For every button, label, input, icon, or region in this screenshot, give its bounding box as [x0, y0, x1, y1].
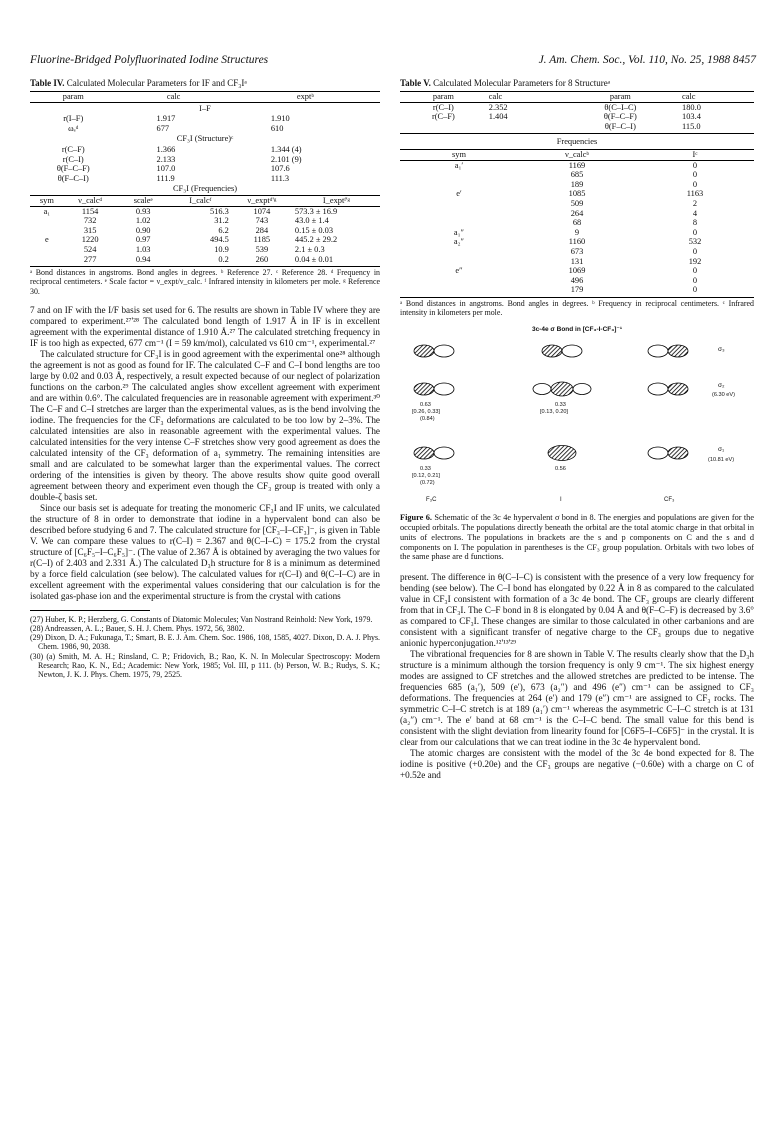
table-row	[30, 245, 380, 255]
table4-section-freq: CF₃I (Frequencies)	[172, 184, 238, 194]
table-cell: 0	[692, 266, 698, 276]
table-cell: 2.133	[156, 154, 176, 164]
table-row	[400, 276, 754, 286]
table-head-cell: ν_calcᵈ	[64, 195, 117, 206]
table-cell: 6.2	[218, 225, 229, 235]
sigma2-orbital-right	[648, 383, 688, 395]
table-cell: θ(C–I–C)	[604, 102, 637, 112]
table-cell: 4	[692, 208, 698, 218]
figure6	[400, 325, 754, 513]
sigma2-pop-total-center: 0.33	[555, 402, 566, 409]
table-row	[400, 228, 754, 238]
table-cell: θ(F–C–F)	[56, 164, 90, 174]
table-row	[30, 114, 380, 124]
table-row	[30, 164, 380, 174]
table-cell	[400, 199, 518, 209]
right-paragraph: The vibrational frequencies for 8 are shown in Table V. The results clearly show that the D₃h structure is a minimum although the torsion frequency is only 9 cm⁻¹. The six highest energy modes are assigned to CF stretches and the allowed stretches are predicted to be intense. The frequencies 685 (a₁′), 509 (e′), 673 (a₂″) and 496 (e″) cm⁻¹ can be assigned to CF₃ deformations. The frequencies at 264 (e′) and 179 (e″) cm⁻¹ are assigned to CF₃ rocks. The symmetric C–I–C stretch is at 189 (a₁′) cm⁻¹ whereas the asymmetric C–I–C stretch is at 131 (a₂″) cm⁻¹. The e′ band at 68 cm⁻¹ is the C–I–C bend. The small value for this bend is consistent with the slight deviation from linearity found for [C6F5–I–C6F5]⁻ in the crystal. It is clear from our calculations that we can treat iodine in the 3c 4e hypervalent bond.	[400, 649, 754, 748]
table-cell: a₁″	[453, 227, 465, 237]
table-row	[30, 216, 380, 226]
table-cell	[487, 122, 561, 132]
table-cell	[400, 276, 518, 286]
table-cell: 1.344 (4)	[270, 144, 302, 154]
table-cell: 1163	[686, 189, 704, 199]
table-head-cell: ν_calcᵇ	[518, 149, 636, 160]
table-cell: 1185	[253, 235, 271, 245]
running-header-left: Fluorine-Bridged Polyfluorinated Iodine Structures	[30, 54, 269, 66]
table-cell: 524	[83, 244, 97, 254]
left-paragraph: 7 and on IF with the I/F basis set used for 6. The results are shown in Table IV where they are compared to experiment.²⁷'²⁸ The calculated bond length of 1.917 Å in IF is in excellent agreement with the experimental distance of 1.910 Å.²⁷ The calculated stretching frequency in IF is too high as expected, 677 cm⁻¹ (I = 59 km/mol), calculated vs 610 cm⁻¹, experimental.²⁷	[30, 304, 380, 348]
table-cell: 732	[83, 216, 97, 226]
table-cell: 2.352	[488, 102, 508, 112]
references	[30, 615, 380, 679]
table-cell: θ(F–C–I)	[604, 121, 636, 131]
table-cell: 532	[688, 237, 702, 247]
table-cell: 8	[692, 218, 698, 228]
table-cell	[400, 180, 518, 190]
sigma3-orbital-center	[542, 345, 582, 357]
table4-caption-text: Calculated Molecular Parameters for IF and CF₃Iᵃ	[66, 78, 247, 88]
table-head-cell: param	[400, 92, 487, 103]
table-head-cell: exptᵇ	[231, 92, 380, 103]
table-cell: 2.101 (9)	[270, 154, 302, 164]
table-cell: 0.94	[135, 254, 151, 264]
left-column	[30, 78, 380, 679]
table5-head-row	[400, 92, 754, 103]
table-cell: a₁′	[454, 160, 464, 170]
table-cell: e′	[456, 189, 462, 199]
table-head-cell: scaleᵉ	[117, 195, 170, 206]
table4-head-row	[30, 92, 380, 103]
table-head-cell: param	[30, 92, 117, 103]
table-cell: 284	[255, 225, 269, 235]
table-cell: e″	[455, 266, 463, 276]
table-cell	[400, 170, 518, 180]
table-row	[400, 112, 754, 122]
table-cell	[400, 209, 518, 219]
table-cell: 10.9	[214, 244, 229, 254]
table-cell: e	[45, 235, 49, 245]
table-row	[30, 124, 380, 134]
table-cell: 107.0	[156, 164, 176, 174]
table-row	[400, 237, 754, 247]
table-row	[400, 257, 754, 267]
table-cell	[30, 216, 64, 226]
table-cell: 0.2	[218, 254, 229, 264]
table-cell: 111.3	[270, 173, 290, 183]
table-row	[30, 155, 380, 165]
table-row	[400, 285, 754, 295]
table-cell: 0	[692, 246, 698, 256]
table5-caption-text: Calculated Molecular Parameters for 8 Structureᵃ	[433, 78, 611, 88]
table-cell: 1154	[81, 206, 99, 216]
table-head-cell: sym	[30, 195, 64, 206]
table4-notes: ᵃ Bond distances in angstroms. Bond angles in degrees. ᵇ Reference 27. ᶜ Reference 28. ᵈ Frequency in reciprocal centimeters. ᵉ Scale factor = ν_expt/ν_calc. ᶠ Infrared intensity in kilometers per mole. ᵍ Reference 30.	[30, 268, 380, 296]
table-cell: 1160	[568, 237, 586, 247]
table-head-cell: I_exptᶠ'ᵍ	[293, 195, 380, 206]
table4-caption-label: Table IV.	[30, 78, 65, 88]
table-cell: θ(F–C–I)	[57, 173, 89, 183]
table-cell: 264	[570, 208, 584, 218]
figure6-caption	[400, 513, 754, 562]
table-cell: 0	[692, 160, 698, 170]
table-cell: 0.04 ± 0.01	[294, 254, 334, 264]
table-cell: 0	[692, 170, 698, 180]
sigma3-orbital-left	[414, 345, 454, 357]
figure6-title: 3c-4e σ Bond in [CF₃-I-CF₃]⁻¹	[531, 326, 623, 334]
table-row	[400, 209, 754, 219]
table-row	[400, 122, 754, 132]
right-column	[400, 78, 754, 781]
sigma3-label: σ₃	[718, 346, 725, 354]
table5-caption-label: Table V.	[400, 78, 431, 88]
table-cell: 9	[574, 227, 580, 237]
table-cell: 673	[570, 246, 584, 256]
figure6-caption-text: Schematic of the 3c 4e hypervalent σ bond in 8. The energies and populations are given for the occupied orbitals. The populations directly beneath the orbital are the total atomic charge in that orbital in units of electrons. The populations in brackets are the s and p components on C and the s and d components on I. The population in parentheses is the CF₃ group population. Orbitals with two lobes of the same phase are d functions.	[400, 513, 755, 562]
table-cell	[400, 218, 518, 228]
left-paragraph: The calculated structure for CF₃I is in good agreement with the experimental one²⁸ although the agreement is not as good as found for IF. The calculated C–F and C–I bond lengths are too large by 0.02 and 0.03 Å, respectively, a result expected because of our neglect of polarization functions on the carbon.²⁹ The calculated angles show excellent agreement with experiment and are within 0.6°. The calculated frequencies are in reasonable agreement with experiment.³⁰ The C–F and C–I stretches are larger than the experimental values, as is the bend involving the iodine. The frequencies for the CF₃ deformations are calculated to be too low by 2–3%. The calculated intensities are also in reasonable agreement with the experimental values. The calculated intensities for the very intense C–F stretches show very good agreement as does the calculated intensity of the CF₃ deformation of a₁ symmetry. The remaining intensities are small and are calculated to be somewhat larger than the experimental values. The correct ordering of the intensities is given by theory. The above results show quite good overall agreement between theory and experiment even though the CF₃ group is treated with only a double-ζ basis set.	[30, 348, 380, 502]
table-cell: 68	[572, 218, 582, 228]
table-cell	[30, 226, 64, 236]
table-cell	[400, 285, 518, 295]
sigma2-pop-components-center: [0.13, 0.20]	[540, 409, 568, 416]
table-cell: 0	[692, 275, 698, 285]
label-iodine: I	[560, 497, 562, 504]
table-row	[30, 206, 380, 216]
table5-caption	[400, 78, 754, 89]
table-cell: 1220	[81, 235, 99, 245]
label-f3c: F₃C	[426, 497, 437, 504]
table4-caption	[30, 78, 380, 89]
table-cell: 1.03	[135, 244, 151, 254]
table-row	[400, 266, 754, 276]
table4-freq-head-row	[30, 195, 380, 206]
table-row	[30, 226, 380, 236]
sigma1-pop-total-left: 0.33	[420, 466, 431, 473]
table-cell: 31.2	[214, 216, 229, 226]
table-cell: a₂″	[453, 237, 465, 247]
table-cell: 107.6	[270, 164, 290, 174]
table-row	[400, 160, 754, 170]
table4	[30, 91, 380, 264]
table-head-cell: sym	[400, 149, 518, 160]
table-cell: 1169	[568, 160, 586, 170]
table-cell: 315	[83, 225, 97, 235]
table-head-cell: calc	[487, 92, 561, 103]
table-row	[400, 199, 754, 209]
table-cell: r(C–F)	[61, 144, 85, 154]
table-row	[400, 218, 754, 228]
table-cell: 43.0 ± 1.4	[294, 216, 329, 226]
reference-item: (28) Andreassen, A. L.; Bauer, S. H. J. Chem. Phys. 1972, 56, 3802.	[30, 623, 245, 633]
table-cell: r(I–F)	[63, 114, 84, 124]
label-cf3: CF₃	[664, 497, 675, 504]
sigma1-pop-group-left: (0.72)	[420, 480, 435, 487]
figure6-caption-label: Figure 6.	[400, 513, 432, 523]
reference-item: (30) (a) Smith, M. A. H.; Rinsland, C. P.; Fridovich, B.; Rao, K. N. In Molecular Spectroscopy: Modern Research; Rao, K. N., Ed.; Academic: New York, 1985; Vol. III, p 111. (b) Person, W. B.; Rudys, S. K.; Newton, J. K. J. Phys. Chem. 1975, 79, 2525.	[30, 651, 380, 679]
table-head-cell: Iᶜ	[636, 149, 754, 160]
table-cell: 573.3 ± 16.9	[294, 206, 338, 216]
table5-freq-head-row	[400, 149, 754, 160]
sigma2-pop-group-left: (0.84)	[420, 416, 435, 423]
left-paragraph: Since our basis set is adequate for treating the monomeric CF₃I and IF units, we calculated the structure of 8 in order to demonstrate that iodine in a hypervalent bond can also be described before studying 6 and 7. The calculated structure for [CF₃–I–CF₃]⁻, is given in Table V. We can compare these values to r(C–I) = 2.367 and θ(C–I–C) = 175.2 from the crystal structure of [C₆F₅–I–C₆F₅]⁻. (The value of 2.367 Å is obtained by averaging the two values for r(C–I) of 2.403 and 2.331 Å.) The calculated D₃h structure for 8 is a minimum as determined by a force field calculation (see below). The calculated values for r(C–I) and θ(C–I–C) are in excellent agreement with the experimental values considering that our calculation is for the isolated gas-phase ion and the experimental structure is from the crystal with cations	[30, 502, 380, 601]
table-cell: 111.9	[156, 173, 175, 183]
table-cell: 685	[570, 170, 584, 180]
table-row	[400, 189, 754, 199]
table-cell: 1.404	[488, 112, 508, 122]
sigma2-orbital-center	[533, 382, 591, 396]
table-cell: 1.910	[270, 114, 290, 124]
sigma1-pop-components-left: [0.12, 0.21]	[412, 473, 440, 480]
table-cell	[400, 247, 518, 257]
sigma1-pop-total-center: 0.56	[555, 466, 566, 473]
table-cell: 2.1 ± 0.3	[294, 244, 325, 254]
table-cell: 0.93	[135, 206, 151, 216]
table-cell: 496	[570, 275, 584, 285]
table-cell: 743	[255, 216, 269, 226]
table-cell	[30, 255, 64, 265]
table-cell: 509	[570, 198, 584, 208]
sigma1-orbital-left	[414, 447, 454, 459]
table-cell: 1.366	[156, 144, 176, 154]
reference-item: (27) Huber, K. P.; Herzberg, G. Constants of Diatomic Molecules; Van Nostrand Reinhold: New York, 1979.	[30, 614, 373, 624]
sigma1-label: σ₁	[718, 446, 725, 454]
table-cell: 277	[83, 254, 97, 264]
table-cell: 0	[692, 179, 698, 189]
table-cell: 445.2 ± 29.2	[294, 235, 338, 245]
table-cell: 516.3	[210, 206, 229, 216]
right-paragraph: The atomic charges are consistent with the model of the 3c 4e bond expected for 8. The iodine is positive (+0.20e) and the CF₃ groups are negative (−0.60e) with a charge on C of +0.52e and	[400, 748, 754, 781]
table-row	[30, 145, 380, 155]
table-cell: r(C–I)	[62, 154, 84, 164]
table5-section-freq: Frequencies	[400, 134, 754, 150]
table-cell: 189	[570, 179, 584, 189]
table-row	[400, 170, 754, 180]
table-cell: 0	[692, 285, 698, 295]
table-cell: 1.02	[135, 216, 151, 226]
table-cell: 539	[255, 244, 269, 254]
sigma2-pop-total-left: 0.63	[420, 402, 431, 409]
table-cell: 192	[688, 256, 702, 266]
table5-notes: ᵃ Bond distances in angstroms. Bond angles in degrees. ᵇ Frequency in reciprocal centimeters. ᶜ Infrared intensity in kilometers per mole.	[400, 298, 754, 318]
table-head-cell: I_calcᶠ	[170, 195, 231, 206]
table-cell: 180.0	[682, 102, 701, 112]
table5-frequencies	[400, 133, 754, 295]
sigma1-energy: (10.81 eV)	[708, 457, 735, 464]
table-cell: 179	[570, 285, 584, 295]
table-cell: r(C–I)	[432, 102, 454, 112]
table-cell: 260	[255, 254, 269, 264]
table-head-cell: calc	[680, 92, 754, 103]
table4-section-struct: CF₃I (Structure)ᶜ	[176, 134, 234, 144]
sigma2-energy: (6.30 eV)	[712, 392, 736, 399]
table-cell	[400, 122, 487, 132]
table-cell: 0.90	[135, 225, 151, 235]
sigma1-orbital-right	[648, 447, 688, 459]
table-cell: a₁	[43, 206, 51, 216]
table-cell	[30, 245, 64, 255]
sigma1-orbital-center	[548, 446, 576, 461]
table-cell: 610	[270, 123, 284, 133]
table-cell: 1.917	[156, 114, 176, 124]
table-cell: 0.15 ± 0.03	[294, 225, 334, 235]
table-cell: r(C–F)	[431, 112, 455, 122]
sigma3-orbital-right	[648, 345, 688, 357]
table-cell: θ(F–C–F)	[603, 112, 637, 122]
sigma2-pop-components-left: [0.26, 0.33]	[412, 409, 440, 416]
sigma2-orbital-left	[414, 383, 454, 395]
table-cell: 2	[692, 198, 698, 208]
reference-item: (29) Dixon, D. A.; Fukunaga, T.; Smart, B. E. J. Am. Chem. Soc. 1986, 108, 1585, 4027. Dixon, D. A. J. Phys. Chem. 1986, 90, 2038.	[30, 633, 380, 652]
table-head-cell: calc	[117, 92, 231, 103]
table-cell: 131	[570, 256, 584, 266]
table-cell: 1085	[568, 189, 586, 199]
figure6-orbitals	[400, 325, 754, 513]
table-head-cell: param	[561, 92, 680, 103]
table-row	[400, 247, 754, 257]
table-cell: 1074	[253, 206, 271, 216]
sigma2-label: σ₂	[718, 382, 725, 390]
table-row	[30, 255, 380, 265]
table5	[400, 91, 754, 131]
table-cell: ωₑᵈ	[68, 123, 79, 133]
table-cell: 103.4	[682, 112, 701, 122]
table-cell: 494.5	[210, 235, 229, 245]
running-header-right: J. Am. Chem. Soc., Vol. 110, No. 25, 1988 8457	[538, 54, 756, 66]
table-head-cell: ν_exptᵈ'ᵍ	[231, 195, 293, 206]
table-cell: 0	[692, 227, 698, 237]
table-row	[30, 174, 380, 184]
table-cell: 677	[156, 123, 170, 133]
table-row	[400, 180, 754, 190]
table4-section-if: I–F	[199, 103, 211, 113]
table-cell: 1069	[568, 266, 586, 276]
footnote-rule	[30, 610, 150, 611]
table-row	[30, 235, 380, 245]
table-row	[400, 102, 754, 112]
right-paragraph: present. The difference in θ(C–I–C) is consistent with the presence of a very low frequency for bending (see below). The C–I bond has elongated by 0.22 Å in 8 as compared to the calculated value in CF₃I consistent with formation of a 3c 4e bond. The CF₃ groups are clearly different from that in CF₃I. The C–F bond in 8 is elongated by 0.04 Å and θ(F–C–F) is decreased by 3.6° as compared to CF₃I. These changes are similar to those calculated in other carbanions and are consistent with a significant transfer of negative charge to the CF₃ groups due to negative anionic hyperconjugation.¹²'¹³'²⁹	[400, 572, 754, 649]
table-cell: 0.97	[135, 235, 151, 245]
table-cell: 115.0	[682, 121, 701, 131]
table-cell	[400, 257, 518, 267]
